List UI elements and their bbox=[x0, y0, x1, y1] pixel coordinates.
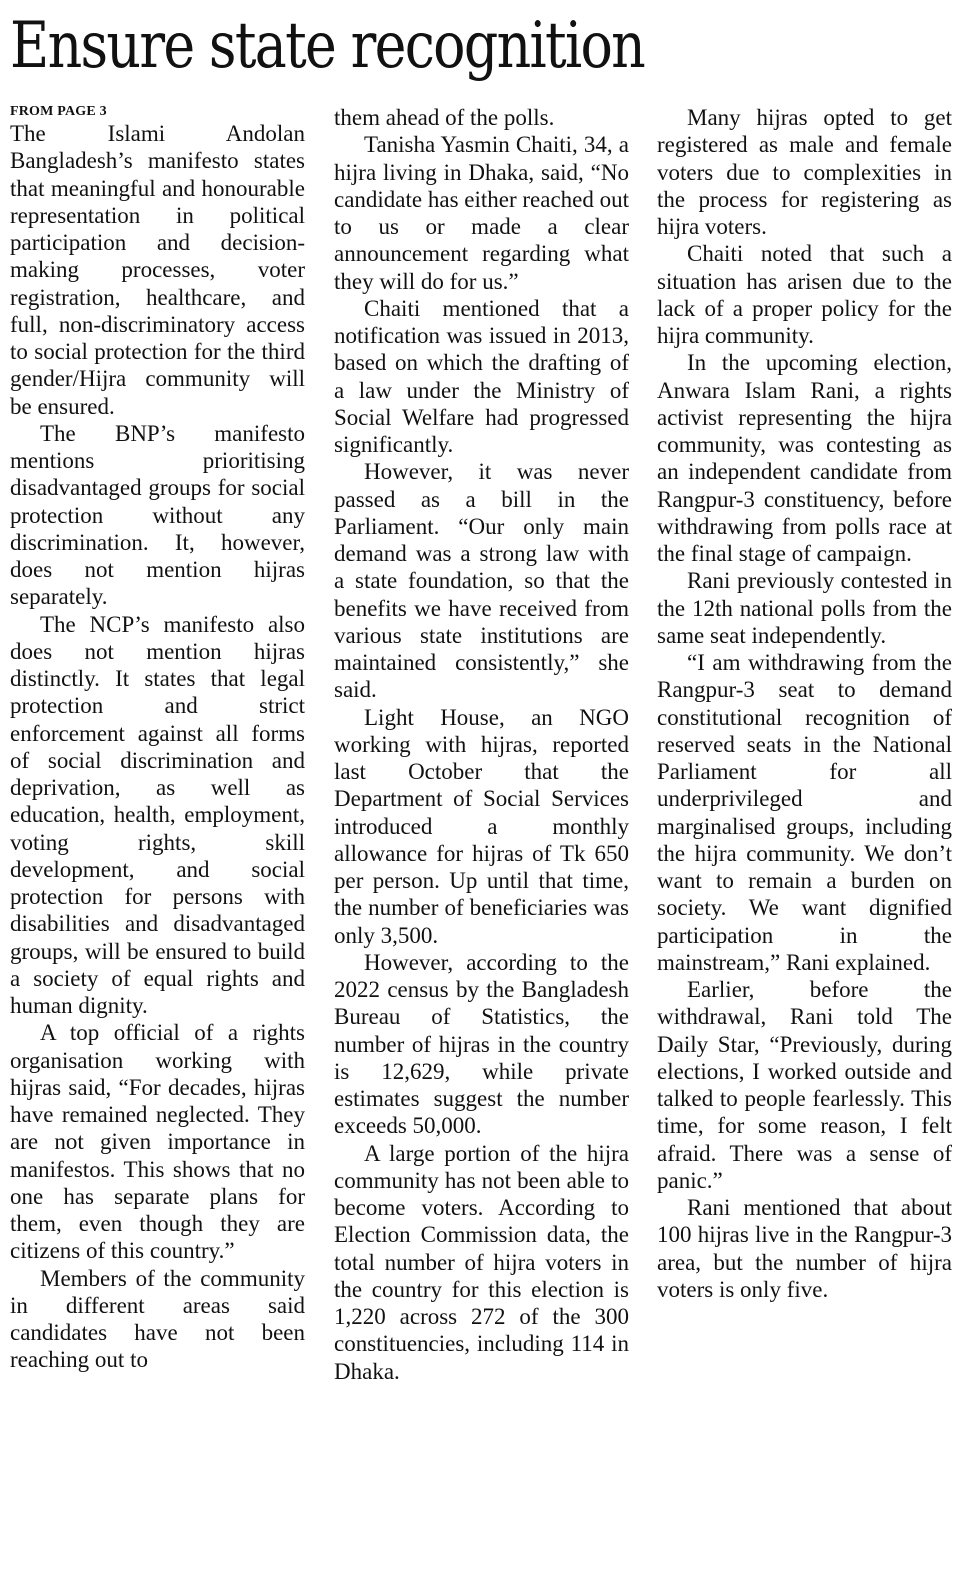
paragraph: them ahead of the polls. bbox=[334, 105, 555, 130]
paragraph: The Islami Andolan Bangladesh’s manifesto states that meaningful and honourable representation in political participation and decision-making processes, voter registration, healthcare, and full, non-discriminatory access to social protection for the third gender/Hijra community will be ensured. bbox=[10, 121, 305, 419]
article-column-2 bbox=[334, 104, 629, 1590]
article-column-3 bbox=[657, 104, 952, 1590]
paragraph: The BNP’s manifesto mentions prioritising disadvantaged groups for social protection without any discrimination. It, however, does not mention hijras separately. bbox=[10, 420, 305, 610]
from-page-kicker: FROM PAGE 3 bbox=[10, 104, 107, 119]
paragraph: However, according to the 2022 census by the Bangladesh Bureau of Statistics, the number of hijras in the country is 12,629, while private estimates suggest the number exceeds 50,000. bbox=[334, 949, 629, 1139]
paragraph: In the upcoming election, Anwara Islam Rani, a rights activist representing the hijra community, was contesting as an independent candidate from Rangpur-3 constituency, before withdrawing from polls race at the final stage of campaign. bbox=[657, 350, 952, 566]
paragraph: A top official of a rights organisation working with hijras said, “For decades, hijras have remained neglected. They are not given importance in manifestos. This shows that no one has separate plans for them, even though they are citizens of this country.” bbox=[10, 1020, 305, 1264]
paragraph: However, it was never passed as a bill in the Parliament. “Our only main demand was a strong law with a state foundation, so that the benefits we have received from various state institutions are maintained consistently,” she said. bbox=[334, 459, 629, 703]
paragraph: Many hijras opted to get registered as male and female voters due to complexities in the process for registering as hijra voters. bbox=[657, 105, 952, 239]
paragraph: The NCP’s manifesto also does not mention hijras distinctly. It states that legal protection and strict enforcement against all forms of social discrimination and deprivation, as well as education, health, employment, voting rights, skill development, and social protection for persons with disabilities and disadvantaged groups, will be ensured to build a society of equal rights and human dignity. bbox=[10, 611, 305, 1018]
paragraph: “I am withdrawing from the Rangpur-3 seat to demand constitutional recognition of reserved seats in the National Parliament for all underprivileged and marginalised groups, including the hijra community. We don’t want to remain a burden on society. We want dignified participation in the mainstream,” Rani explained. bbox=[657, 650, 952, 975]
headline: Ensure state recognition bbox=[10, 9, 645, 83]
article-column-1 bbox=[10, 104, 305, 1590]
paragraph: Rani mentioned that about 100 hijras live in the Rangpur-3 area, but the number of hijra voters is only five. bbox=[657, 1195, 952, 1302]
paragraph: Chaiti mentioned that a notification was issued in 2013, based on which the drafting of a law under the Ministry of Social Welfare had progressed significantly. bbox=[334, 295, 629, 457]
paragraph: Rani previously contested in the 12th national polls from the same seat independently. bbox=[657, 568, 952, 648]
paragraph: Chaiti noted that such a situation has arisen due to the lack of a proper policy for the hijra community. bbox=[657, 241, 952, 348]
paragraph: Earlier, before the withdrawal, Rani told The Daily Star, “Previously, during elections, I worked outside and talked to people fearlessly. This time, for some reason, I felt afraid. There was a sense of panic.” bbox=[657, 977, 952, 1193]
paragraph: Members of the community in different areas said candidates have not been reaching out to bbox=[10, 1265, 305, 1373]
paragraph: A large portion of the hijra community has not been able to become voters. According to Election Commission data, the total number of hijra voters in the country for this election is 1,220 across 272 of the 300 constituencies, including 114 in Dhaka. bbox=[334, 1140, 629, 1384]
paragraph: Tanisha Yasmin Chaiti, 34, a hijra living in Dhaka, said, “No candidate has either reached out to us or made a clear announcement regarding what they will do for us.” bbox=[334, 132, 629, 294]
paragraph: Light House, an NGO working with hijras, reported last October that the Department of Social Services introduced a monthly allowance for hijras of Tk 650 per person. Up until that time, the number of beneficiaries was only 3,500. bbox=[334, 704, 629, 948]
